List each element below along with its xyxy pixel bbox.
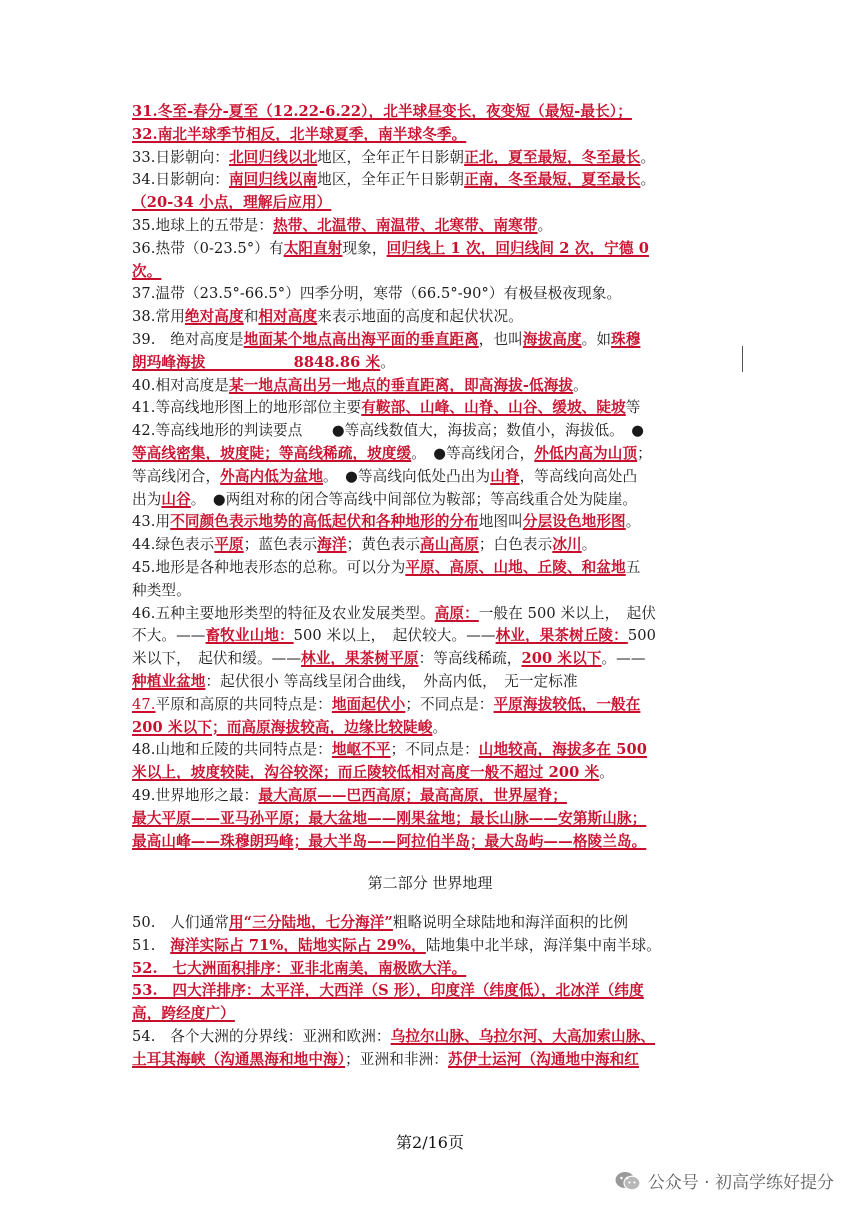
text-line: [132, 671, 732, 694]
highlighted-text: 珠穆: [611, 330, 641, 348]
highlighted-text: （20-34 小点，理解后应用）: [132, 194, 332, 212]
body-text: 38.常用: [132, 308, 185, 326]
body-text: 不大。——: [132, 627, 206, 645]
body-text: 48.山地和丘陵的共同特点是：: [132, 741, 332, 759]
body-text: 来表示地面的高度和起伏状况。: [317, 308, 523, 326]
body-text: 种类型。: [132, 581, 191, 599]
text-line: [132, 935, 732, 958]
highlighted-text: 地面起伏小: [331, 695, 406, 713]
document-body-part1: [132, 101, 732, 853]
text-line: [132, 261, 732, 284]
body-text: 41.等高线地形图上的地形部位主要: [132, 399, 362, 417]
body-text: 地区，全年正午日影朝: [317, 148, 465, 166]
highlighted-text: 高，跨经度广）: [132, 1005, 235, 1023]
body-text: 一般在 500 米以上， 起伏: [478, 604, 657, 622]
highlighted-text: 最大高原——巴西高原；最高高原，世界屋脊；: [258, 786, 567, 804]
body-text: 。: [380, 353, 395, 371]
body-text: 平原和高原的共同特点是：: [155, 695, 332, 713]
highlighted-text: 200 米以下: [521, 650, 602, 668]
document-body-part2: [132, 912, 732, 1072]
text-cursor-bar: [742, 346, 743, 372]
body-text: 34.日影朝向：: [132, 171, 229, 189]
text-line: [132, 717, 732, 740]
body-text: 39. 绝对高度是: [132, 330, 244, 348]
highlighted-text: 乌拉尔山脉、乌拉尔河、大高加索山脉、: [390, 1027, 656, 1045]
text-line: [132, 215, 732, 238]
text-line: [132, 808, 732, 831]
highlighted-text: 52. 七大洲面积排序：亚非北南美，南极欧大洋。: [132, 959, 467, 977]
highlighted-text: 某一地点高出另一地点的垂直距离，即高海拔-低海拔: [228, 376, 574, 394]
body-text: 五: [625, 558, 641, 576]
highlighted-text: 31.冬至-春分-夏至（12.22-6.22），北半球昼变长，夜变短（最短-最长）；: [132, 103, 632, 120]
text-line: [132, 958, 732, 981]
highlighted-text: 次。: [132, 262, 162, 280]
page-number: 第2/16页: [396, 1133, 464, 1152]
highlighted-text: 平原、高原、山地、丘陵、和盆地: [405, 558, 626, 576]
text-line: [132, 420, 732, 443]
watermark-text: 公众号 · 初高学练好提分: [647, 1173, 834, 1193]
highlighted-text: 苏伊士运河（沟通地中海和红: [447, 1050, 639, 1068]
body-text: 40.相对高度是: [132, 376, 229, 394]
body-text: 。: [625, 513, 641, 531]
body-text: 43.用: [132, 513, 171, 531]
highlighted-text: 海拔高度: [522, 330, 582, 348]
highlighted-text: 绝对高度: [184, 308, 244, 326]
text-line: [132, 375, 732, 398]
body-text: ；不同点是：: [405, 695, 494, 713]
body-text: ；不同点是：: [390, 741, 479, 759]
body-text: 33.日影朝向：: [132, 148, 229, 166]
highlighted-text: 海洋实际占 71%，陆地实际占 29%，: [170, 936, 426, 954]
text-line: [132, 443, 732, 466]
text-line: [132, 192, 732, 215]
body-text: 等: [625, 399, 641, 417]
body-text: ：起伏很小 等高线呈闭合曲线， 外高内低， 无一定标准: [205, 672, 578, 690]
highlighted-text: 回归线上 1 次，回归线间 2 次，宁德 0: [386, 239, 649, 257]
text-line: [132, 534, 732, 557]
body-text: 地区，全年正午日影朝: [317, 171, 465, 189]
text-line: [132, 397, 732, 420]
highlighted-text: 地岖不平: [331, 741, 391, 759]
highlighted-text: 外低内高为山顶: [534, 444, 638, 462]
section-title: 第二部分 世界地理: [367, 874, 493, 892]
highlighted-text: 海洋: [317, 536, 347, 554]
body-text: 44.绿色表示: [132, 536, 215, 554]
body-text: 46.五种主要地形类型的特征及农业发展类型。: [132, 604, 435, 622]
body-text: 地图叫: [478, 513, 523, 531]
text-line: [132, 511, 732, 534]
highlighted-text: 冰川: [552, 536, 582, 554]
body-text: 54. 各个大洲的分界线：亚洲和欧洲：: [132, 1027, 391, 1045]
text-line: [132, 489, 732, 512]
highlighted-text: 土耳其海峡（沟通黑海和地中海）: [132, 1050, 346, 1068]
highlighted-text: 山脊: [490, 467, 520, 485]
text-line: [132, 557, 732, 580]
highlighted-text: 林业，果茶树平原: [301, 650, 419, 668]
text-line: [132, 352, 732, 375]
highlighted-text: 北回归线以北: [228, 148, 318, 166]
text-line: [132, 648, 732, 671]
body-text: 36.热带（0-23.5°）有: [132, 239, 284, 257]
body-text: 出为: [132, 490, 162, 508]
body-text: 49.世界地形之最：: [132, 786, 259, 804]
text-line: [132, 101, 732, 124]
highlighted-text: 200 米以下；而高原海拔较高，边缘比较陡峻: [132, 718, 433, 736]
body-text: 。: [537, 216, 553, 234]
text-line: [132, 912, 732, 935]
highlighted-text: 高山高原: [420, 536, 479, 554]
text-line: [132, 306, 732, 329]
highlighted-text: 地面某个地点高出海平面的垂直距离: [243, 330, 479, 348]
body-text: 500: [627, 627, 656, 645]
text-line: [132, 238, 732, 261]
body-text: 。: [432, 718, 448, 736]
highlighted-text: 用“三分陆地，七分海洋”: [228, 914, 393, 931]
highlighted-text: 高原：: [434, 604, 479, 622]
highlighted-text: 不同颜色表示地势的高低起伏和各种地形的分布: [170, 513, 479, 531]
highlighted-text: 林业，果茶树丘陵：: [495, 627, 628, 645]
body-text: 米以下， 起伏和缓。——: [132, 650, 302, 668]
body-text: 。: [581, 536, 597, 554]
body-text: 500 米以上， 起伏较大。——: [293, 627, 496, 645]
body-text: 等高线闭合，: [132, 467, 221, 485]
highlighted-text: 山地较高，海拔多在 500: [478, 741, 647, 759]
highlighted-text: 32.南北半球季节相反，北半球夏季，南半球冬季。: [132, 125, 467, 143]
wechat-icon: [614, 1170, 642, 1192]
body-text: 和: [243, 308, 259, 326]
body-text: ；白色表示: [478, 536, 553, 554]
body-text: ；黄色表示: [346, 536, 421, 554]
body-text: 。: [640, 171, 656, 189]
body-text: 陆地集中北半球，海洋集中南半球。: [425, 936, 661, 954]
highlighted-text: 等高线密集，坡度陡；等高线稀疏，坡度缓: [132, 444, 412, 462]
body-text: 51.: [132, 936, 171, 954]
highlighted-text: 米以上，坡度较陡，沟谷较深；而丘陵较低相对高度一般不超过 200 米: [132, 764, 600, 782]
highlighted-text: 朗玛峰海拔 8848.86 米: [132, 353, 381, 371]
highlighted-text: 畜牧业山地：: [205, 627, 294, 645]
body-text: 。: [573, 376, 588, 394]
text-line: [132, 831, 732, 854]
text-line: [132, 980, 732, 1003]
body-text: ；亚洲和非洲：: [345, 1050, 448, 1068]
text-line: [132, 147, 732, 170]
highlighted-text: 平原: [214, 536, 244, 554]
text-line: [132, 1049, 732, 1072]
text-line: [132, 625, 732, 648]
body-text: ；: [637, 444, 652, 462]
body-text: 45.地形是各种地表形态的总称。可以分为: [132, 558, 406, 576]
body-text: 。如: [581, 330, 612, 348]
highlighted-text: 正南，冬至最短，夏至最长: [464, 171, 641, 189]
text-line: [132, 580, 732, 603]
highlighted-text: 最高山峰——珠穆朗玛峰；最大半岛——阿拉伯半岛；最大岛屿——格陵兰岛。: [132, 832, 647, 850]
highlighted-text: 分层设色地形图: [522, 513, 626, 531]
body-text: 现象，: [342, 239, 387, 257]
body-text: 。 ●等高线闭合，: [411, 444, 535, 462]
body-text: 35.地球上的五带是：: [132, 216, 274, 234]
highlighted-text: 外高内低为盆地: [220, 467, 324, 485]
watermark: [614, 1168, 834, 1193]
body-text: ：等高线稀疏，: [418, 650, 522, 668]
body-text: 50. 人们通常: [132, 914, 229, 931]
highlighted-text: 53. 四大洋排序：太平洋，大西洋（S 形），印度洋（纬度低），北冰洋（纬度: [132, 982, 644, 1000]
text-line: [132, 1003, 732, 1026]
body-text: 42.等高线地形的判读要点 ●等高线数值大，海拔高；数值小，海拔低。 ●: [132, 422, 645, 440]
body-text: 。——: [601, 650, 646, 668]
body-text: ；蓝色表示: [243, 536, 318, 554]
highlighted-text: 最大平原——亚马孙平原；最大盆地——刚果盆地；最长山脉——安第斯山脉；: [132, 809, 647, 827]
highlighted-text: 南回归线以南: [228, 171, 318, 189]
body-text: 。 ●两组对称的闭合等高线中间部位为鞍部；等高线重合处为陡崖。: [190, 490, 638, 508]
text-line: [132, 169, 732, 192]
highlighted-text: 太阳直射: [283, 239, 343, 257]
text-line: [132, 1026, 732, 1049]
highlighted-text: 山谷: [161, 490, 191, 508]
body-text: 。: [599, 764, 614, 782]
body-text: 粗略说明全球陆地和海洋面积的比例: [392, 914, 629, 931]
highlighted-text: 热带、北温带、南温带、北寒带、南寒带: [273, 216, 538, 234]
text-line: [132, 694, 732, 717]
text-line: [132, 283, 732, 306]
highlighted-text: 种植业盆地: [132, 672, 206, 690]
body-text: 。: [640, 148, 656, 166]
text-line: [132, 762, 732, 785]
body-text: ，也叫: [478, 330, 523, 348]
highlighted-text: 47.: [132, 695, 156, 713]
text-line: [132, 739, 732, 762]
body-text: ，等高线向高处凸: [519, 467, 638, 485]
text-line: [132, 329, 732, 352]
body-text: 37.温带（23.5°-66.5°）四季分明，寒带（66.5°-90°）有极昼极夜现象。: [132, 285, 622, 303]
text-line: [132, 124, 732, 147]
body-text: 。 ●等高线向低处凸出为: [323, 467, 491, 485]
text-line: [132, 785, 732, 808]
highlighted-text: 有鞍部、山峰、山脊、山谷、缓坡、陡坡: [361, 399, 626, 417]
highlighted-text: 平原海拔较低，一般在: [493, 695, 641, 713]
text-line: [132, 603, 732, 626]
highlighted-text: 正北，夏至最短，冬至最长: [464, 148, 641, 166]
text-line: [132, 466, 732, 489]
highlighted-text: 相对高度: [258, 308, 318, 326]
